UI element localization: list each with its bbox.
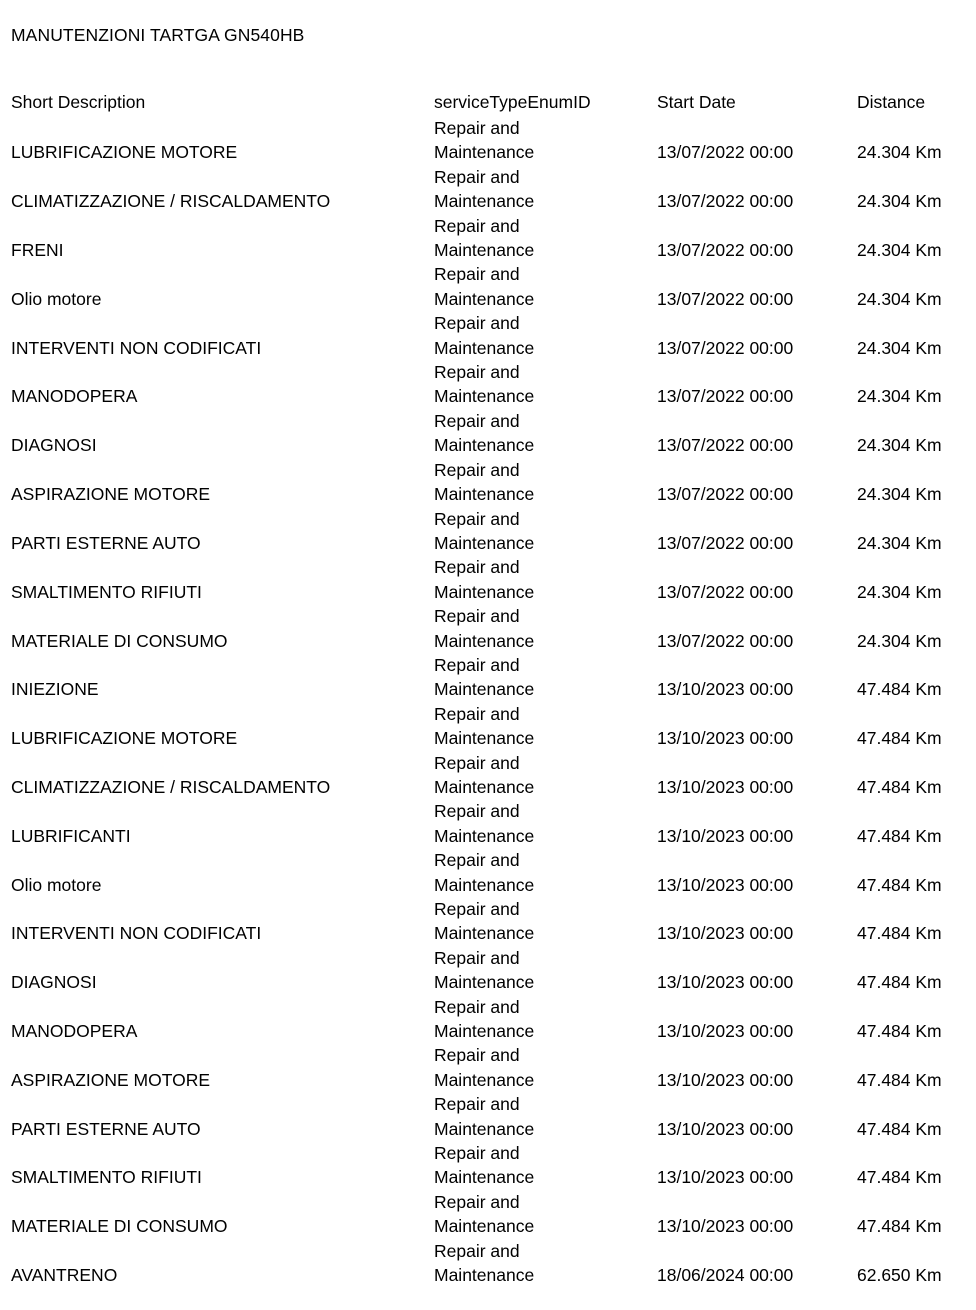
maintenance-table-container <box>0 92 976 1288</box>
cell-short-description <box>0 1239 434 1288</box>
distance-value: 47.484 Km <box>857 972 942 993</box>
service-type-line-1: Repair and <box>434 508 520 529</box>
distance-value: 62.650 Km <box>857 1265 942 1286</box>
short-description-value: LUBRIFICANTI <box>11 825 131 846</box>
short-description-value: MANODOPERA <box>11 1021 138 1042</box>
short-description-value: LUBRIFICAZIONE MOTORE <box>11 142 238 163</box>
short-description-value: DIAGNOSI <box>11 972 97 993</box>
service-type-value <box>434 262 554 311</box>
service-type-line-1: Repair and <box>434 215 520 236</box>
service-type-value <box>434 1239 554 1288</box>
service-type-line-1: Repair and <box>434 410 520 431</box>
service-type-line-2: Maintenance <box>434 1265 535 1286</box>
start-date-value: 13/07/2022 00:00 <box>657 630 794 651</box>
cell-distance <box>857 116 976 165</box>
cell-short-description <box>0 995 434 1044</box>
cell-service-type <box>434 1141 657 1190</box>
cell-short-description <box>0 1092 434 1141</box>
table-row <box>0 1043 976 1092</box>
cell-distance <box>857 1092 976 1141</box>
cell-short-description <box>0 702 434 751</box>
cell-service-type <box>434 1239 657 1288</box>
start-date-value: 13/10/2023 00:00 <box>657 972 794 993</box>
cell-distance <box>857 458 976 507</box>
cell-service-type <box>434 1092 657 1141</box>
service-type-line-2: Maintenance <box>434 337 535 358</box>
service-type-line-1: Repair and <box>434 1045 520 1066</box>
cell-distance <box>857 409 976 458</box>
column-header-service-type-label: serviceTypeEnumID <box>434 92 591 112</box>
table-row <box>0 555 976 604</box>
cell-distance <box>857 702 976 751</box>
cell-start-date <box>657 604 857 653</box>
cell-distance <box>857 507 976 556</box>
cell-start-date <box>657 751 857 800</box>
cell-service-type <box>434 165 657 214</box>
cell-service-type <box>434 702 657 751</box>
service-type-value <box>434 946 554 995</box>
cell-short-description <box>0 555 434 604</box>
cell-short-description <box>0 897 434 946</box>
service-type-value <box>434 799 554 848</box>
cell-short-description <box>0 1190 434 1239</box>
service-type-value <box>434 360 554 409</box>
service-type-line-1: Repair and <box>434 654 520 675</box>
cell-short-description <box>0 458 434 507</box>
service-type-value <box>434 311 554 360</box>
short-description-value: AVANTRENO <box>11 1265 118 1286</box>
distance-value: 24.304 Km <box>857 435 942 456</box>
cell-short-description <box>0 604 434 653</box>
cell-start-date <box>657 995 857 1044</box>
service-type-line-1: Repair and <box>434 850 520 871</box>
start-date-value: 13/07/2022 00:00 <box>657 337 794 358</box>
distance-value: 24.304 Km <box>857 142 942 163</box>
service-type-line-2: Maintenance <box>434 972 535 993</box>
cell-distance <box>857 1043 976 1092</box>
distance-value: 24.304 Km <box>857 288 942 309</box>
cell-start-date <box>657 702 857 751</box>
cell-distance <box>857 995 976 1044</box>
start-date-value: 13/07/2022 00:00 <box>657 532 794 553</box>
start-date-value: 13/07/2022 00:00 <box>657 484 794 505</box>
cell-short-description <box>0 848 434 897</box>
cell-service-type <box>434 799 657 848</box>
table-row <box>0 1092 976 1141</box>
service-type-line-2: Maintenance <box>434 1118 535 1139</box>
cell-service-type <box>434 946 657 995</box>
table-header-row <box>0 92 976 116</box>
distance-value: 47.484 Km <box>857 728 942 749</box>
short-description-value: MATERIALE DI CONSUMO <box>11 1216 228 1237</box>
service-type-value <box>434 555 554 604</box>
service-type-value <box>434 458 554 507</box>
service-type-value <box>434 751 554 800</box>
short-description-value: ASPIRAZIONE MOTORE <box>11 1069 211 1090</box>
service-type-line-2: Maintenance <box>434 728 535 749</box>
cell-distance <box>857 848 976 897</box>
service-type-value <box>434 848 554 897</box>
cell-distance <box>857 214 976 263</box>
start-date-value: 13/10/2023 00:00 <box>657 1216 794 1237</box>
service-type-value <box>434 1092 554 1141</box>
cell-start-date <box>657 409 857 458</box>
table-row <box>0 799 976 848</box>
cell-distance <box>857 165 976 214</box>
cell-short-description <box>0 653 434 702</box>
service-type-line-1: Repair and <box>434 313 520 334</box>
cell-distance <box>857 653 976 702</box>
cell-service-type <box>434 555 657 604</box>
table-row <box>0 360 976 409</box>
distance-value: 47.484 Km <box>857 1216 942 1237</box>
short-description-value: LUBRIFICAZIONE MOTORE <box>11 728 238 749</box>
cell-service-type <box>434 262 657 311</box>
service-type-line-2: Maintenance <box>434 288 535 309</box>
service-type-line-2: Maintenance <box>434 1167 535 1188</box>
start-date-value: 13/07/2022 00:00 <box>657 142 794 163</box>
start-date-value: 13/10/2023 00:00 <box>657 679 794 700</box>
cell-start-date <box>657 165 857 214</box>
service-type-line-1: Repair and <box>434 264 520 285</box>
cell-start-date <box>657 799 857 848</box>
cell-start-date <box>657 1141 857 1190</box>
service-type-line-2: Maintenance <box>434 874 535 895</box>
cell-service-type <box>434 995 657 1044</box>
cell-distance <box>857 1190 976 1239</box>
cell-service-type <box>434 897 657 946</box>
service-type-line-2: Maintenance <box>434 825 535 846</box>
short-description-value: FRENI <box>11 240 64 261</box>
table-row <box>0 507 976 556</box>
cell-short-description <box>0 409 434 458</box>
cell-short-description <box>0 751 434 800</box>
distance-value: 47.484 Km <box>857 1021 942 1042</box>
cell-short-description <box>0 165 434 214</box>
table-body <box>0 116 976 1288</box>
cell-service-type <box>434 214 657 263</box>
cell-short-description <box>0 116 434 165</box>
column-header-distance <box>857 92 976 116</box>
cell-start-date <box>657 1092 857 1141</box>
start-date-value: 13/10/2023 00:00 <box>657 874 794 895</box>
service-type-value <box>434 702 554 751</box>
service-type-line-2: Maintenance <box>434 1069 535 1090</box>
cell-service-type <box>434 751 657 800</box>
service-type-line-1: Repair and <box>434 1240 520 1261</box>
table-row <box>0 702 976 751</box>
service-type-value <box>434 1141 554 1190</box>
cell-start-date <box>657 360 857 409</box>
cell-short-description <box>0 1141 434 1190</box>
table-row <box>0 262 976 311</box>
cell-start-date <box>657 897 857 946</box>
short-description-value: INTERVENTI NON CODIFICATI <box>11 337 262 358</box>
short-description-value: SMALTIMENTO RIFIUTI <box>11 1167 202 1188</box>
table-row <box>0 1190 976 1239</box>
service-type-line-1: Repair and <box>434 752 520 773</box>
cell-distance <box>857 262 976 311</box>
service-type-line-1: Repair and <box>434 996 520 1017</box>
service-type-line-1: Repair and <box>434 362 520 383</box>
cell-start-date <box>657 1239 857 1288</box>
cell-distance <box>857 946 976 995</box>
distance-value: 47.484 Km <box>857 776 942 797</box>
table-row <box>0 311 976 360</box>
start-date-value: 18/06/2024 00:00 <box>657 1265 794 1286</box>
service-type-line-1: Repair and <box>434 1191 520 1212</box>
distance-value: 47.484 Km <box>857 874 942 895</box>
table-row <box>0 897 976 946</box>
cell-service-type <box>434 116 657 165</box>
table-row <box>0 995 976 1044</box>
start-date-value: 13/10/2023 00:00 <box>657 776 794 797</box>
distance-value: 24.304 Km <box>857 581 942 602</box>
start-date-value: 13/10/2023 00:00 <box>657 1021 794 1042</box>
table-row <box>0 848 976 897</box>
service-type-value <box>434 604 554 653</box>
page-title: MANUTENZIONI TARTGA GN540HB <box>11 25 305 45</box>
table-row <box>0 116 976 165</box>
distance-value: 24.304 Km <box>857 240 942 261</box>
cell-start-date <box>657 653 857 702</box>
service-type-value <box>434 995 554 1044</box>
cell-start-date <box>657 214 857 263</box>
cell-start-date <box>657 262 857 311</box>
cell-service-type <box>434 848 657 897</box>
distance-value: 24.304 Km <box>857 191 942 212</box>
cell-start-date <box>657 507 857 556</box>
start-date-value: 13/10/2023 00:00 <box>657 923 794 944</box>
cell-short-description <box>0 360 434 409</box>
start-date-value: 13/07/2022 00:00 <box>657 240 794 261</box>
column-header-start-date <box>657 92 857 116</box>
service-type-line-1: Repair and <box>434 166 520 187</box>
cell-short-description <box>0 214 434 263</box>
service-type-line-2: Maintenance <box>434 142 535 163</box>
service-type-value <box>434 214 554 263</box>
short-description-value: MANODOPERA <box>11 386 138 407</box>
short-description-value: INTERVENTI NON CODIFICATI <box>11 923 262 944</box>
cell-short-description <box>0 1043 434 1092</box>
table-row <box>0 165 976 214</box>
service-type-line-1: Repair and <box>434 1094 520 1115</box>
service-type-value <box>434 116 554 165</box>
cell-service-type <box>434 604 657 653</box>
service-type-line-2: Maintenance <box>434 435 535 456</box>
short-description-value: Olio motore <box>11 288 102 309</box>
cell-service-type <box>434 360 657 409</box>
cell-distance <box>857 1141 976 1190</box>
cell-distance <box>857 311 976 360</box>
cell-start-date <box>657 1190 857 1239</box>
column-header-service-type <box>434 92 657 116</box>
distance-value: 47.484 Km <box>857 825 942 846</box>
service-type-line-1: Repair and <box>434 606 520 627</box>
short-description-value: MATERIALE DI CONSUMO <box>11 630 228 651</box>
cell-start-date <box>657 555 857 604</box>
distance-value: 24.304 Km <box>857 337 942 358</box>
short-description-value: DIAGNOSI <box>11 435 97 456</box>
cell-distance <box>857 555 976 604</box>
distance-value: 24.304 Km <box>857 484 942 505</box>
column-header-short-description <box>0 92 434 116</box>
cell-service-type <box>434 409 657 458</box>
service-type-line-2: Maintenance <box>434 240 535 261</box>
service-type-line-2: Maintenance <box>434 386 535 407</box>
short-description-value: PARTI ESTERNE AUTO <box>11 532 201 553</box>
cell-start-date <box>657 458 857 507</box>
service-type-line-2: Maintenance <box>434 1021 535 1042</box>
short-description-value: INIEZIONE <box>11 679 99 700</box>
short-description-value: CLIMATIZZAZIONE / RISCALDAMENTO <box>11 776 331 797</box>
short-description-value: CLIMATIZZAZIONE / RISCALDAMENTO <box>11 191 331 212</box>
service-type-line-2: Maintenance <box>434 191 535 212</box>
service-type-line-1: Repair and <box>434 703 520 724</box>
cell-distance <box>857 897 976 946</box>
cell-start-date <box>657 116 857 165</box>
table-row <box>0 409 976 458</box>
distance-value: 24.304 Km <box>857 532 942 553</box>
start-date-value: 13/07/2022 00:00 <box>657 435 794 456</box>
service-type-line-2: Maintenance <box>434 581 535 602</box>
service-type-line-1: Repair and <box>434 899 520 919</box>
cell-service-type <box>434 507 657 556</box>
service-type-value <box>434 1190 554 1239</box>
service-type-value <box>434 409 554 458</box>
service-type-value <box>434 897 554 946</box>
table-row <box>0 604 976 653</box>
cell-start-date <box>657 946 857 995</box>
start-date-value: 13/10/2023 00:00 <box>657 1167 794 1188</box>
cell-service-type <box>434 458 657 507</box>
cell-short-description <box>0 507 434 556</box>
service-type-value <box>434 653 554 702</box>
table-row <box>0 214 976 263</box>
cell-distance <box>857 604 976 653</box>
column-header-distance-label: Distance <box>857 92 926 112</box>
start-date-value: 13/10/2023 00:00 <box>657 728 794 749</box>
cell-distance <box>857 360 976 409</box>
table-row <box>0 653 976 702</box>
table-row <box>0 751 976 800</box>
table-row <box>0 458 976 507</box>
cell-distance <box>857 799 976 848</box>
service-type-value <box>434 165 554 214</box>
service-type-line-1: Repair and <box>434 459 520 480</box>
cell-short-description <box>0 262 434 311</box>
service-type-line-1: Repair and <box>434 947 520 968</box>
service-type-line-1: Repair and <box>434 1143 520 1164</box>
service-type-line-2: Maintenance <box>434 532 535 553</box>
start-date-value: 13/07/2022 00:00 <box>657 581 794 602</box>
service-type-line-2: Maintenance <box>434 776 535 797</box>
service-type-line-2: Maintenance <box>434 484 535 505</box>
distance-value: 24.304 Km <box>857 386 942 407</box>
cell-start-date <box>657 1043 857 1092</box>
service-type-line-2: Maintenance <box>434 679 535 700</box>
start-date-value: 13/10/2023 00:00 <box>657 1118 794 1139</box>
distance-value: 24.304 Km <box>857 630 942 651</box>
short-description-value: ASPIRAZIONE MOTORE <box>11 484 211 505</box>
distance-value: 47.484 Km <box>857 923 942 944</box>
cell-distance <box>857 1239 976 1288</box>
table-row <box>0 946 976 995</box>
service-type-line-1: Repair and <box>434 557 520 578</box>
start-date-value: 13/07/2022 00:00 <box>657 288 794 309</box>
cell-start-date <box>657 311 857 360</box>
column-header-short-description-label: Short Description <box>11 92 146 112</box>
cell-service-type <box>434 311 657 360</box>
cell-service-type <box>434 653 657 702</box>
table-row <box>0 1239 976 1288</box>
service-type-value <box>434 1043 554 1092</box>
distance-value: 47.484 Km <box>857 1118 942 1139</box>
cell-start-date <box>657 848 857 897</box>
start-date-value: 13/10/2023 00:00 <box>657 825 794 846</box>
start-date-value: 13/07/2022 00:00 <box>657 386 794 407</box>
service-type-line-2: Maintenance <box>434 923 535 944</box>
table-row <box>0 1141 976 1190</box>
cell-service-type <box>434 1190 657 1239</box>
service-type-line-1: Repair and <box>434 801 520 822</box>
cell-short-description <box>0 311 434 360</box>
distance-value: 47.484 Km <box>857 679 942 700</box>
cell-short-description <box>0 946 434 995</box>
table-header <box>0 92 976 116</box>
short-description-value: Olio motore <box>11 874 102 895</box>
service-type-line-2: Maintenance <box>434 1216 535 1237</box>
service-type-line-1: Repair and <box>434 118 520 138</box>
cell-distance <box>857 751 976 800</box>
distance-value: 47.484 Km <box>857 1069 942 1090</box>
cell-short-description <box>0 799 434 848</box>
distance-value: 47.484 Km <box>857 1167 942 1188</box>
short-description-value: SMALTIMENTO RIFIUTI <box>11 581 202 602</box>
start-date-value: 13/07/2022 00:00 <box>657 191 794 212</box>
service-type-line-2: Maintenance <box>434 630 535 651</box>
cell-service-type <box>434 1043 657 1092</box>
service-type-value <box>434 507 554 556</box>
start-date-value: 13/10/2023 00:00 <box>657 1069 794 1090</box>
short-description-value: PARTI ESTERNE AUTO <box>11 1118 201 1139</box>
maintenance-table <box>0 92 976 1288</box>
column-header-start-date-label: Start Date <box>657 92 736 112</box>
